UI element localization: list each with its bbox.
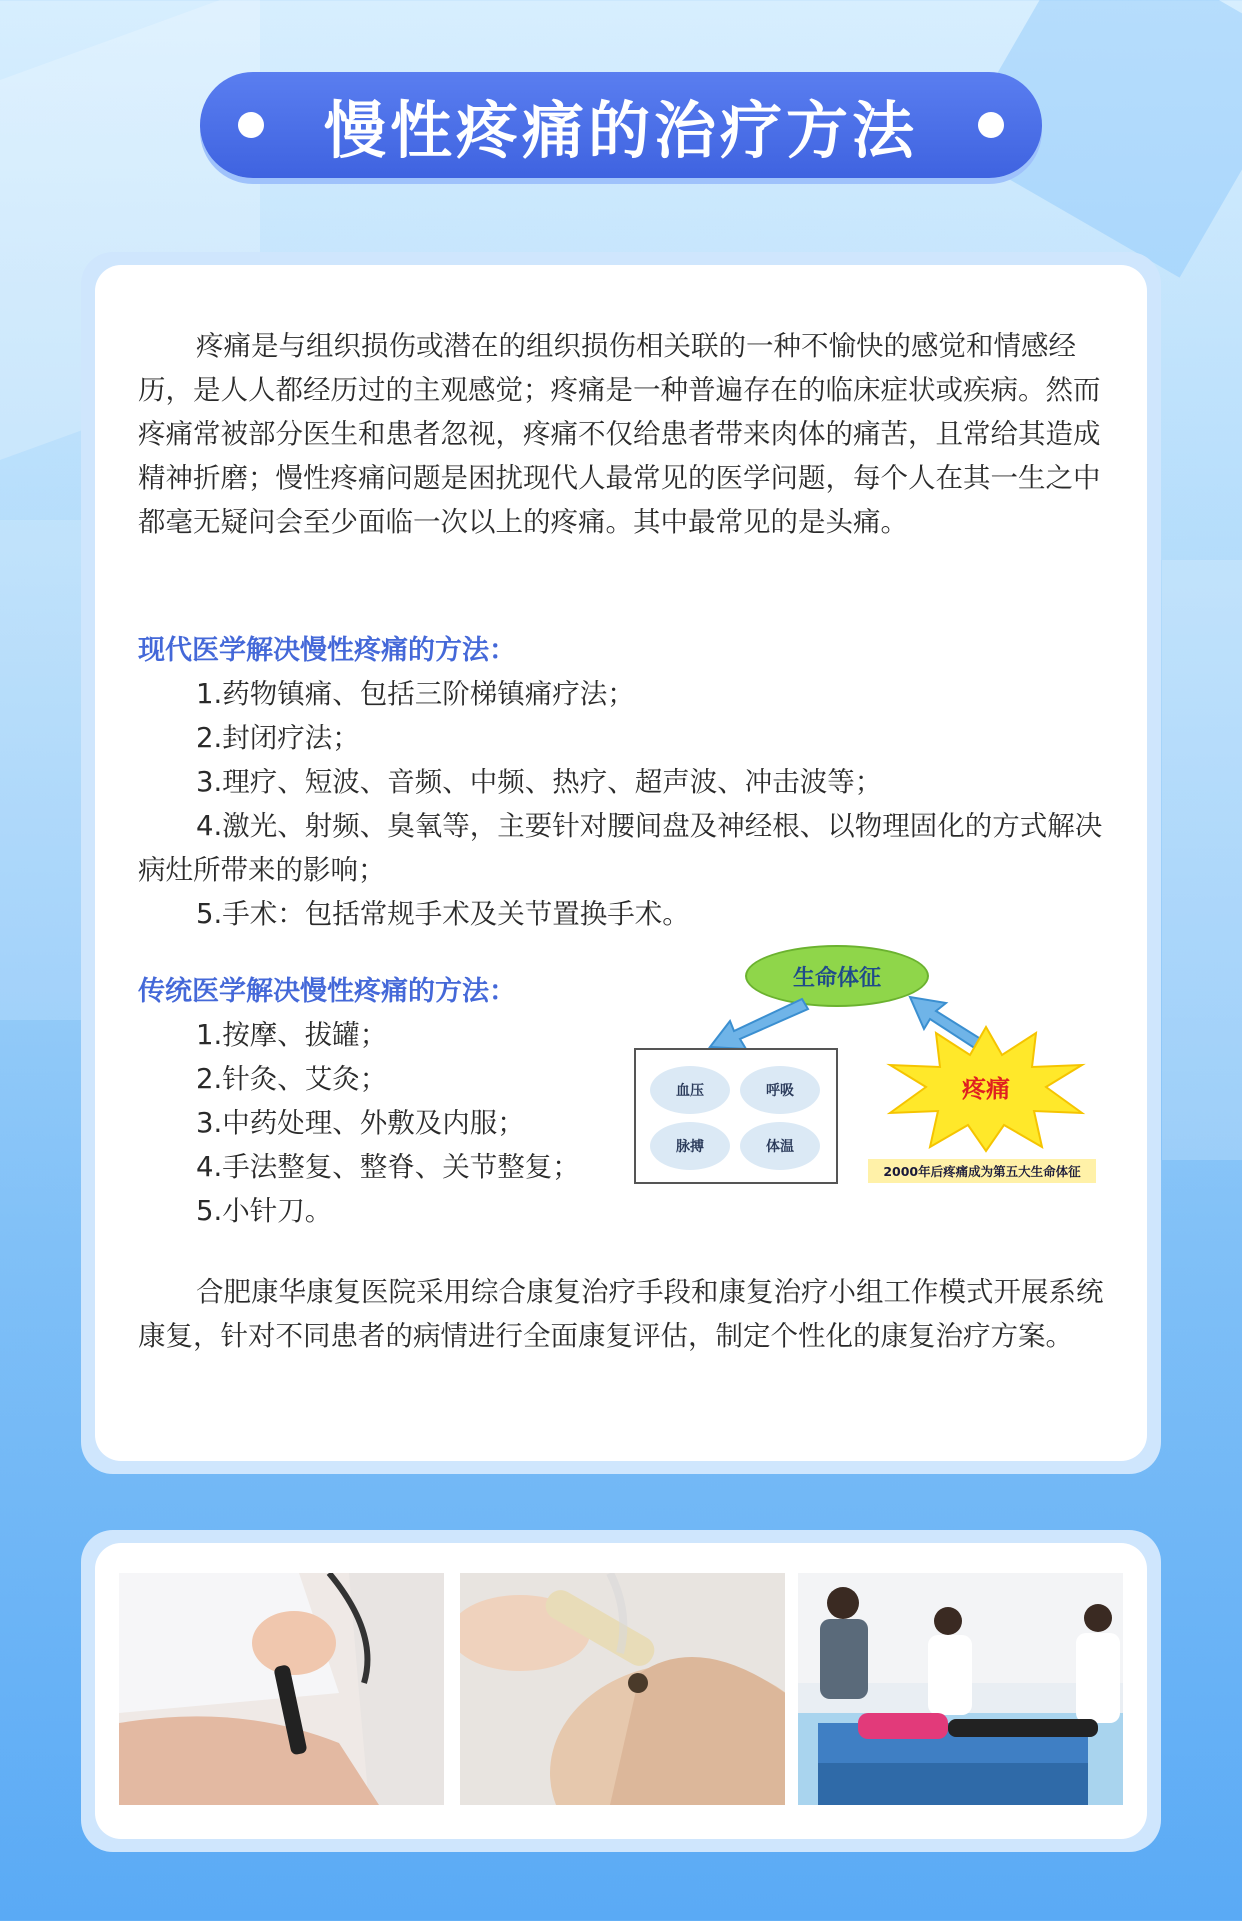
pain-caption: 2000年后疼痛成为第五大生命体征 [868,1159,1096,1183]
arrow-icon [700,993,810,1055]
list-item: 3.理疗、短波、音频、中频、热疗、超声波、冲击波等； [196,766,883,798]
list-item: 5.小针刀。 [196,1195,333,1227]
list-item: 2.封闭疗法； [196,722,360,754]
vital-signs-label: 生命体征 [745,945,929,1007]
modern-medicine-heading: 现代医学解决慢性疼痛的方法： [138,635,516,666]
pain-starburst-icon [886,1025,1086,1153]
vital-item: 体温 [740,1122,820,1170]
list-item: 3.中药处理、外敷及内服； [196,1107,525,1139]
list-item: 2.针灸、艾灸； [196,1063,388,1095]
list-item: 1.按摩、拔罐； [196,1019,388,1051]
pain-label: 疼痛 [962,1075,1010,1103]
background-decoration [1162,560,1242,1160]
intro-text: 疼痛是与组织损伤或潜在的组织损伤相关联的一种不愉快的感觉和情感经历，是人人都经历过的主观感觉；疼痛是一种普遍存在的临床症状或疾病。然而疼痛常被部分医生和患者忽视，疼痛不仅给患者带来肉体的痛苦，且常给其造成精神折磨；慢性疼痛问题是困扰现代人最常见的医学问题，每个人在其一生之中都毫无疑问会至少面临一次以上的疼痛。其中最常见的是头痛。 [138,330,1101,538]
title-banner [200,72,1042,178]
rehabilitation-session-photo [798,1573,1123,1805]
closing-text: 合肥康华康复医院采用综合康复治疗手段和康复治疗小组工作模式开展系统康复，针对不同患者的病情进行全面康复评估，制定个性化的康复治疗方案。 [138,1276,1104,1352]
traditional-medicine-heading: 传统医学解决慢性疼痛的方法： [138,976,516,1007]
page-title: 慢性疼痛的治疗方法 [323,93,918,167]
list-item: 4.激光、射频、臭氧等，主要针对腰间盘及神经根、以物理固化的方式解决病灶所带来的影响； [138,810,1103,886]
traditional-methods-list [138,1013,658,1233]
vital-item: 脉搏 [650,1122,730,1170]
list-item: 1.药物镇痛、包括三阶梯镇痛疗法； [196,678,635,710]
vital-item: 血压 [650,1066,730,1114]
vital-item: 呼吸 [740,1066,820,1114]
modern-methods-list [138,672,1108,936]
vital-signs-diagram [630,945,1100,1190]
moxibustion-therapy-photo [460,1573,785,1805]
background-decoration [0,520,90,1020]
vital-signs-box [634,1048,838,1184]
dot-icon [238,112,264,138]
dot-icon [978,112,1004,138]
intro-paragraph [138,324,1108,544]
list-item: 4.手法整复、整脊、关节整复； [196,1151,580,1183]
shockwave-therapy-photo [119,1573,444,1805]
list-item: 5.手术：包括常规手术及关节置换手术。 [196,898,690,930]
closing-paragraph [138,1270,1108,1358]
